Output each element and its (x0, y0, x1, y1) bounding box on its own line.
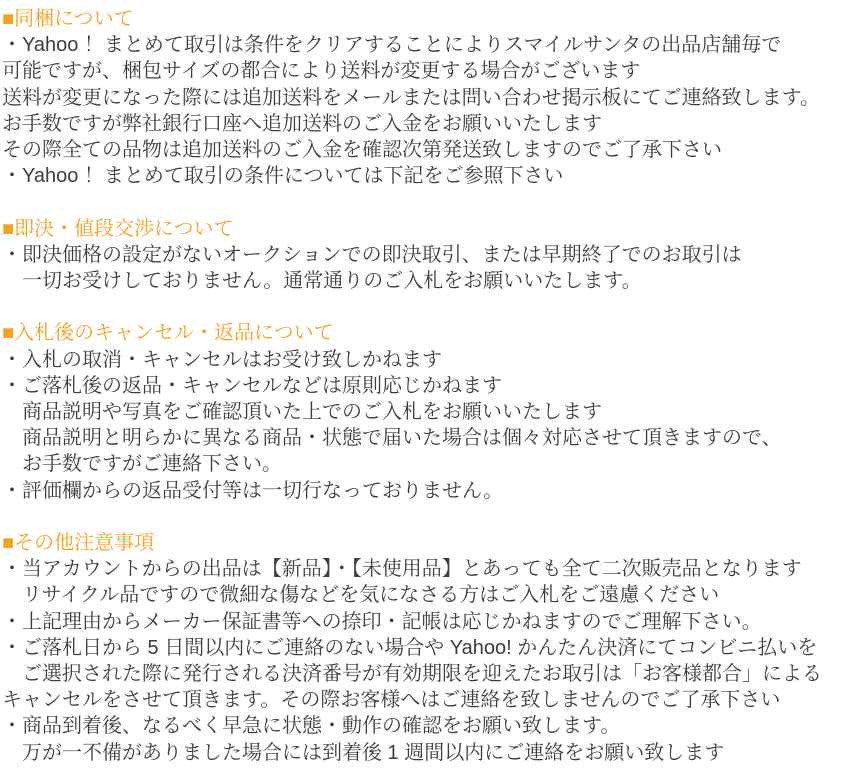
text-line: ・当アカウントからの出品は【新品】・【未使用品】とあっても全て二次販売品となります (2, 558, 802, 581)
text-line: ・ご落札後の返品・キャンセルなどは原則応じかねます (2, 374, 502, 397)
text-line: ご選択された際に発行される決済番号が有効期限を迎えたお取引は「お客様都合」による (2, 663, 822, 686)
text-line: 送料が変更になった際には追加送料をメールまたは問い合わせ掲示板にてご連絡致します。 (2, 86, 820, 109)
section-header-cancel-returns: ■入札後のキャンセル・返品について (2, 322, 334, 345)
text-line: ・上記理由からメーカー保証書等への捺印・記帳は応じかねますのでご理解下さい。 (2, 610, 762, 633)
text-line: 万が一不備がありました場合には到着後 1 週間以内にご連絡をお願い致します (2, 741, 725, 764)
text-line: 商品説明や写真をご確認頂いた上でのご入札をお願いいたします (2, 401, 602, 424)
section-bundling (2, 6, 861, 189)
text-line: お手数ですがご連絡下さい。 (2, 453, 282, 476)
text-line: ・ご落札日から 5 日間以内にご連絡のない場合や Yahoo! かんたん決済にてコンビニ払いを (2, 636, 818, 659)
text-line: 一切お受けしておりません。通常通りのご入札をお願いいたします。 (2, 270, 642, 293)
text-line: ・入札の取消・キャンセルはお受け致しかねます (2, 348, 442, 371)
text-line: 可能ですが、梱包サイズの都合により送料が変更する場合がございます (2, 60, 641, 83)
text-line: お手数ですが弊社銀行口座へ追加送料のご入金をお願いいたします (2, 112, 602, 135)
section-header-other-notes: ■その他注意事項 (2, 532, 155, 555)
section-header-bundling: ■同梱について (2, 8, 134, 30)
text-line: 商品説明と明らかに異なる商品・状態で届いた場合は個々対応させて頂きますので、 (2, 427, 782, 450)
section-header-buyout-negotiation: ■即決・値段交渉について (2, 217, 234, 240)
text-line: その際全ての品物は追加送料のご入金を確認次第発送致しますのでご了承下さい (2, 139, 722, 162)
section-cancel-returns (2, 320, 861, 503)
text-line: ・Yahoo ！まとめて取引の条件については下記をご参照下さい (2, 165, 564, 188)
section-other-notes (2, 530, 861, 766)
text-line: ・即決価格の設定がないオークションでの即決取引、または早期終了でのお取引は (2, 243, 742, 266)
text-line: ・商品到着後、なるべく早急に状態・動作の確認をお願い致します。 (2, 715, 621, 738)
text-line: キャンセルをさせて頂きます。その際お客様へはご連絡を致しませんのでご了承下さい (2, 689, 781, 712)
section-buyout-negotiation (2, 216, 861, 295)
text-line: リサイクル品ですので微細な傷などを気になさる方はご入札をご遠慮ください (2, 584, 720, 607)
text-line: ・Yahoo ！まとめて取引は条件をクリアすることによりスマイルサンタの出品店舗毎で (2, 34, 782, 57)
text-line: ・評価欄からの返品受付等は一切行なっておりません。 (2, 479, 504, 502)
